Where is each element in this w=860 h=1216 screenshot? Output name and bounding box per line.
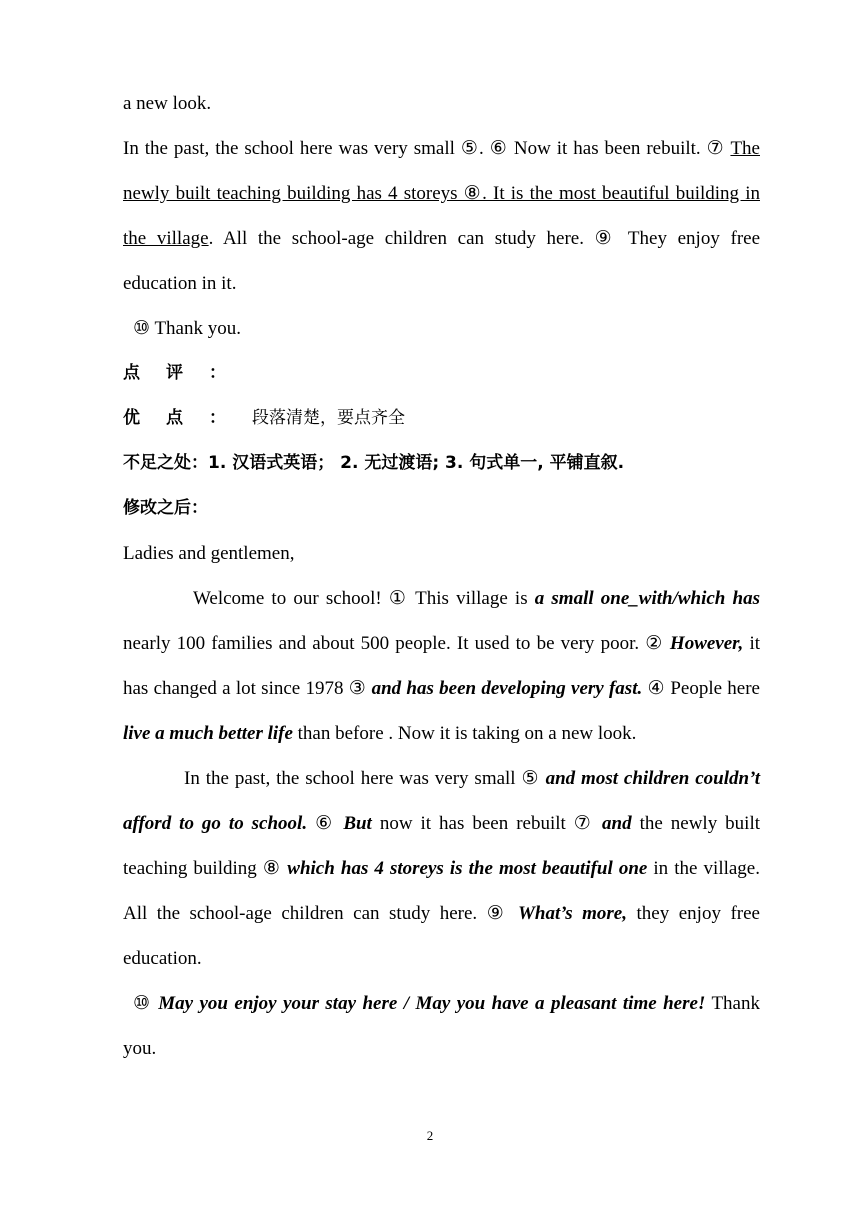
- revised-label: 修改之后：: [123, 498, 208, 518]
- page-number: 2: [426, 1128, 434, 1143]
- text-segment: than before . Now it is taking on a new look.: [292, 723, 637, 744]
- text-segment: it has changed a lot since 1978 ③: [123, 633, 761, 699]
- paragraph-original-school: [123, 126, 760, 306]
- revised-paragraph-2: [123, 756, 760, 981]
- emphasized-phrase: and: [602, 813, 632, 834]
- emphasized-phrase: a small one_with/which has: [534, 588, 760, 609]
- emphasized-phrase: But: [343, 813, 372, 834]
- line-new-look: a new look.: [123, 93, 212, 114]
- text-segment: . All the school-age children can study here. ⑨ They enjoy free education in it.: [123, 228, 761, 294]
- text-segment: nearly 100 families and about 500 people. It used to be very poor. ②: [123, 633, 670, 654]
- text-segment: In the past, the school here was very small ⑤. ⑥ Now it has been rebuilt. ⑦: [123, 138, 731, 159]
- emphasized-phrase: However,: [669, 633, 744, 654]
- revised-paragraph-1: [123, 576, 760, 756]
- text-segment: in the village. All the school-age children can study here. ⑨: [123, 858, 760, 924]
- text-segment: they enjoy free education.: [123, 903, 760, 969]
- page-content: [123, 81, 760, 1071]
- text-segment: the newly built teaching building ⑧: [123, 813, 761, 879]
- text-segment: In the past, the school here was very small ⑤: [184, 768, 546, 789]
- emphasized-phrase: which has 4 storeys is the most beautiful one: [287, 858, 648, 879]
- line-thank-you: ⑩ Thank you.: [133, 318, 241, 339]
- text-segment: ④ People here: [642, 678, 760, 699]
- emphasized-phrase: What’s more,: [518, 903, 627, 924]
- merit-label: 优点：: [123, 408, 252, 428]
- text-segment: ⑩: [133, 993, 159, 1014]
- underlined-sentence: The newly built teaching building has 4 storeys ⑧. It is the most beautiful building in the village: [123, 138, 760, 249]
- weakness-text: 1. 汉语式英语； 2. 无过渡语; 3. 句式单一, 平铺直叙.: [208, 453, 625, 473]
- text-segment: Welcome to our school! ① This village is: [193, 588, 535, 609]
- review-merits: [123, 396, 760, 441]
- greeting: Ladies and gentlemen,: [123, 543, 295, 564]
- weakness-label: 不足之处：: [123, 453, 208, 473]
- revised-paragraph-3: [123, 981, 760, 1071]
- merit-text: 段落清楚，要点齐全: [252, 408, 405, 428]
- emphasized-phrase: and most children couldn’t afford to go to school.: [123, 768, 760, 834]
- review-heading: 点评：: [123, 363, 252, 383]
- review-weaknesses: [123, 441, 760, 486]
- emphasized-phrase: live a much better life: [123, 723, 293, 744]
- text-segment: ⑥: [307, 813, 344, 834]
- emphasized-phrase: and has been developing very fast.: [371, 678, 643, 699]
- text-segment: now it has been rebuilt ⑦: [371, 813, 603, 834]
- text-segment: Thank you.: [123, 993, 760, 1059]
- emphasized-phrase: May you enjoy your stay here / May you have a pleasant time here!: [158, 993, 706, 1014]
